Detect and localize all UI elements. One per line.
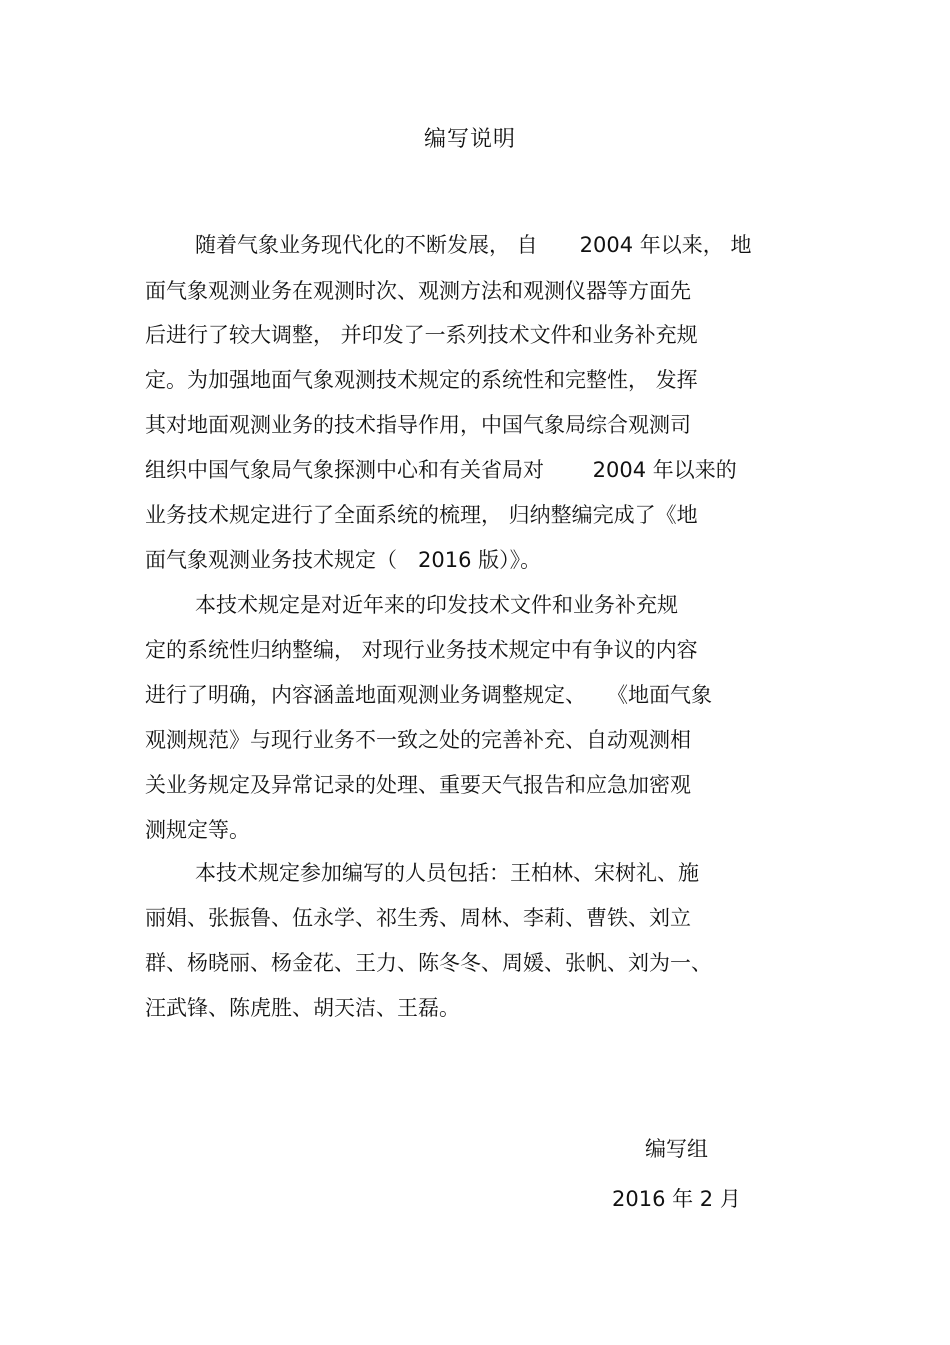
paragraph-2-line-2: 定的系统性归纳整编， 对现行业务技术规定中有争议的内容	[145, 638, 698, 662]
paragraph-3-line-1: 本技术规定参加编写的人员包括：王柏林、宋树礼、施	[195, 861, 699, 885]
paragraph-1-line-8: 面气象观测业务技术规定（ 2016 版）》。	[145, 548, 542, 572]
paragraph-3-line-3: 群、杨晓丽、杨金花、王力、陈冬冬、周媛、张帆、刘为一、	[145, 951, 712, 975]
paragraph-3-line-2: 丽娟、张振鲁、伍永学、祁生秀、周林、李莉、曹铁、刘立	[145, 906, 691, 930]
paragraph-2-line-5: 关业务规定及异常记录的处理、重要天气报告和应急加密观	[145, 773, 691, 797]
paragraph-1-line-5: 其对地面观测业务的技术指导作用，中国气象局综合观测司	[145, 413, 691, 437]
paragraph-1-line-7: 业务技术规定进行了全面系统的梳理， 归纳整编完成了《地	[145, 503, 698, 527]
paragraph-2-line-4: 观测规范》与现行业务不一致之处的完善补充、自动观测相	[145, 728, 691, 752]
paragraph-2-line-3: 进行了明确，内容涵盖地面观测业务调整规定、 《地面气象	[145, 683, 712, 707]
paragraph-2-line-6: 测规定等。	[145, 818, 250, 842]
paragraph-1-line-3: 后进行了较大调整， 并印发了一系列技术文件和业务补充规	[145, 323, 698, 347]
paragraph-1-line-1: 随着气象业务现代化的不断发展， 自 2004 年以来， 地	[195, 233, 752, 257]
page-title: 编写说明	[423, 127, 516, 152]
paragraph-1-line-4: 定。为加强地面气象观测技术规定的系统性和完整性， 发挥	[145, 368, 698, 392]
signature-group: 编写组	[645, 1137, 708, 1161]
paragraph-1-line-6: 组织中国气象局气象探测中心和有关省局对 2004 年以来的	[145, 458, 737, 482]
signature-date: 2016 年 2 月	[612, 1187, 741, 1211]
paragraph-3-line-4: 汪武锋、陈虎胜、胡天洁、王磊。	[145, 996, 460, 1020]
paragraph-2-line-1: 本技术规定是对近年来的印发技术文件和业务补充规	[195, 593, 678, 617]
paragraph-1-line-2: 面气象观测业务在观测时次、观测方法和观测仪器等方面先	[145, 279, 691, 303]
